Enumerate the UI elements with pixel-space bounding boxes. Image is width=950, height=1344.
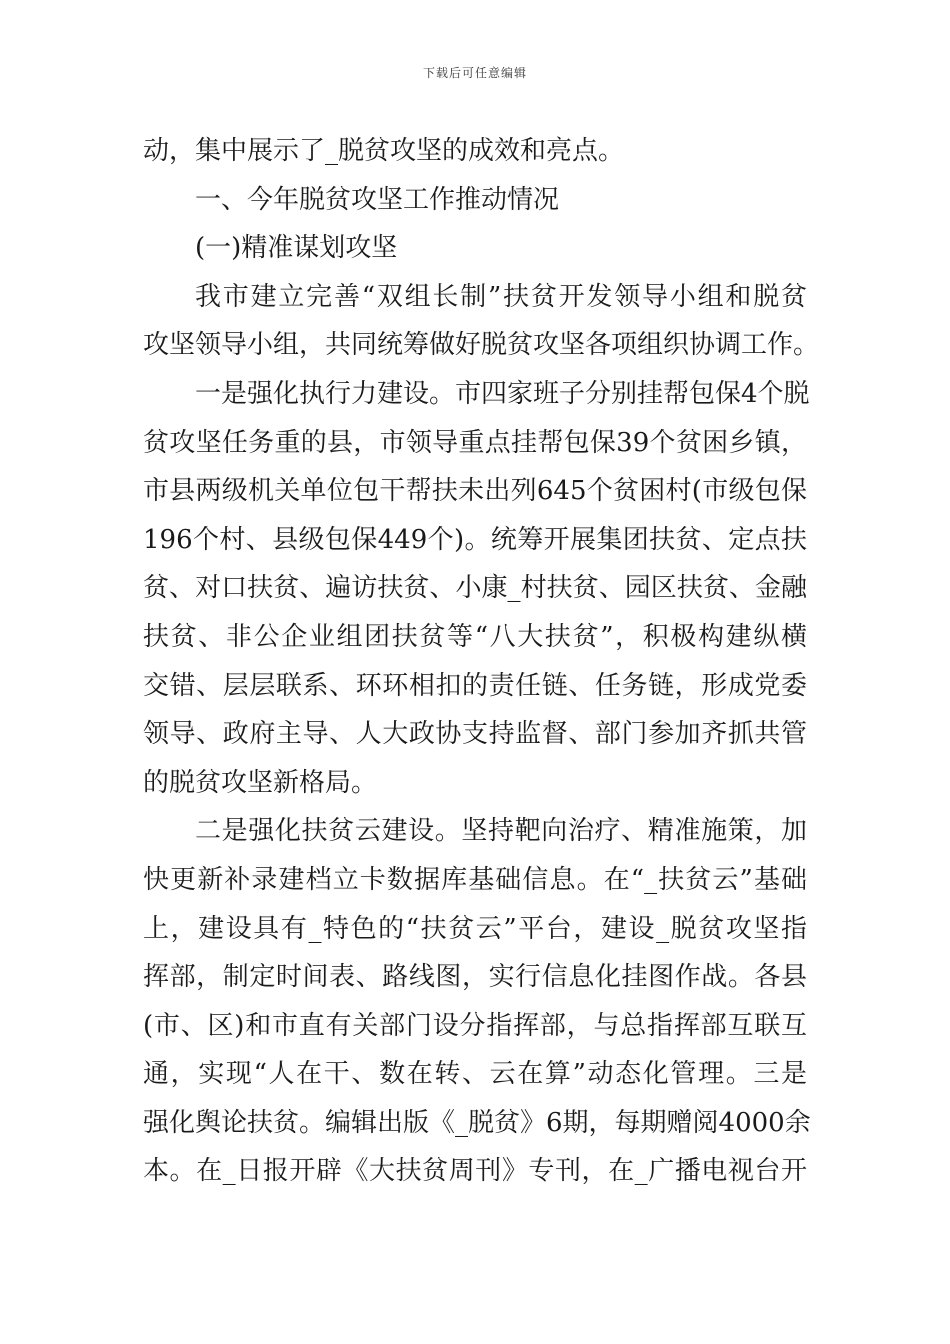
text-line: 交错、层层联系、环环相扣的责任链、任务链，形成党委 (143, 670, 807, 701)
text-line: 一是强化执行力建设。市四家班子分别挂帮包保4个脱 (195, 378, 810, 409)
section-heading: 一、今年脱贫攻坚工作推动情况 (195, 184, 560, 215)
text-line: 贫攻坚任务重的县，市领导重点挂帮包保39个贫困乡镇， (143, 427, 807, 458)
text-line: 动，集中展示了_脱贫攻坚的成效和亮点。 (143, 136, 625, 166)
page-header: 下载后可任意编辑 (422, 66, 527, 80)
text-line: 二是强化扶贫云建设。坚持靶向治疗、精准施策，加 (195, 816, 807, 847)
text-line: (市、区)和市直有关部门设分指挥部，与总指挥部互联互 (143, 1010, 807, 1041)
text-line: 贫、对口扶贫、遍访扶贫、小康_村扶贫、园区扶贫、金融 (143, 573, 807, 604)
document-body (143, 127, 820, 1196)
text-line: 攻坚领导小组，共同统筹做好脱贫攻坚各项组织协调工作。 (143, 330, 820, 361)
text-line: 领导、政府主导、人大政协支持监督、部门参加齐抓共管 (143, 719, 807, 750)
text-line: 我市建立完善“双组长制”扶贫开发领导小组和脱贫 (195, 281, 807, 312)
text-line: 市县两级机关单位包干帮扶未出列645个贫困村(市级包保 (143, 476, 807, 507)
text-line: 196个村、县级包保449个)。统筹开展集团扶贫、定点扶 (143, 524, 807, 555)
text-line: 上，建设具有_特色的“扶贫云”平台，建设_脱贫攻坚指 (143, 913, 807, 944)
text-line: 扶贫、非公企业组团扶贫等“八大扶贫”，积极构建纵横 (143, 621, 807, 652)
text-line: 本。在_日报开辟《大扶贫周刊》专刊，在_广播电视台开 (143, 1156, 807, 1187)
text-line: 挥部，制定时间表、路线图，实行信息化挂图作战。各县 (143, 962, 807, 993)
text-line: 快更新补录建档立卡数据库基础信息。在“_扶贫云”基础 (143, 864, 807, 895)
subsection-heading: (一)精准谋划攻坚 (195, 233, 398, 264)
text-line: 通，实现“人在干、数在转、云在算”动态化管理。三是 (143, 1059, 807, 1090)
text-line: 强化舆论扶贫。编辑出版《_脱贫》6期，每期赠阅4000余 (143, 1107, 811, 1138)
text-line: 的脱贫攻坚新格局。 (143, 767, 378, 798)
